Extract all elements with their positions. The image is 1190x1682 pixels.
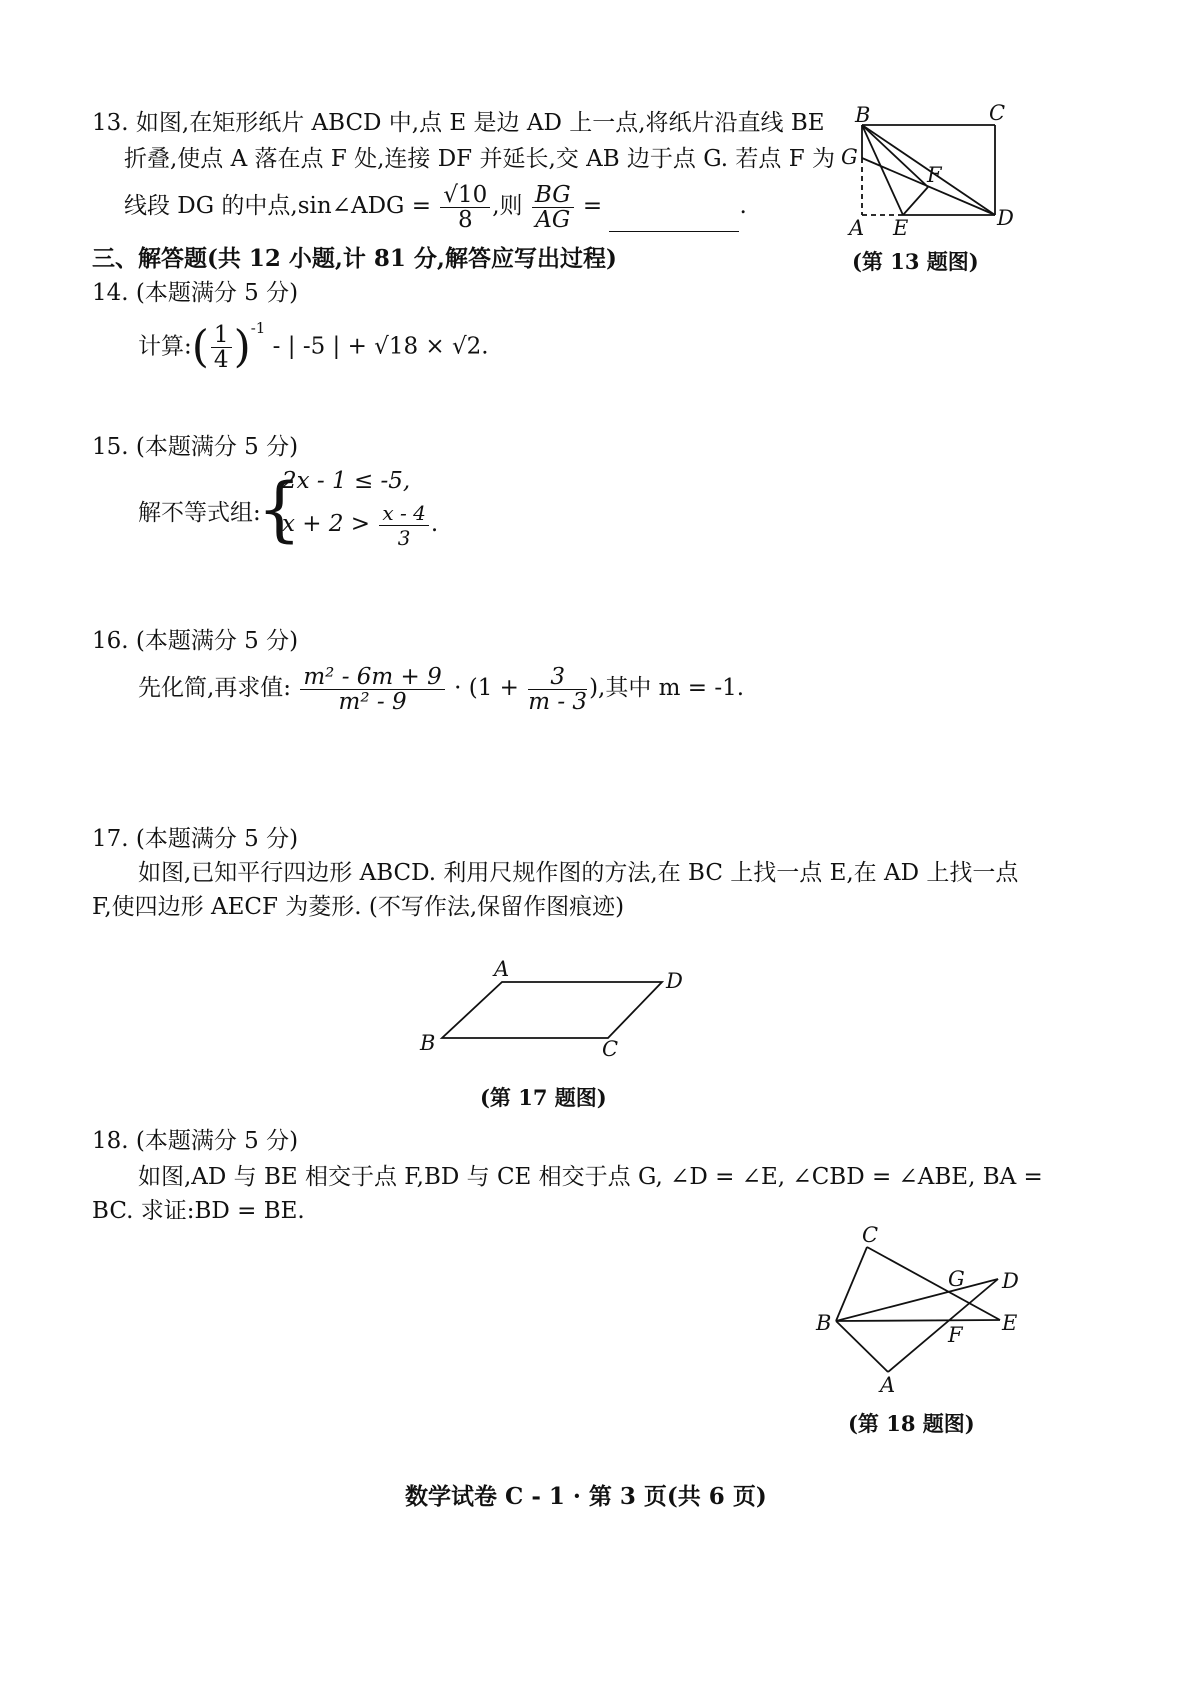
q15-ineq2 [282, 498, 438, 550]
q14-frac-den: 4 [213, 347, 229, 374]
q13-figure [835, 100, 1025, 235]
q16-fraction1 [300, 665, 444, 714]
q18-line-be [836, 1320, 1000, 1321]
q14-paren-open: ( [191, 321, 209, 373]
q18-figure [810, 1222, 1030, 1402]
q13-ratio-num: BG [532, 183, 574, 208]
q16-frac2-den: m - 3 [528, 688, 588, 715]
q13-label-e: E [893, 216, 909, 235]
section3-title: 三、解答题(共 12 小题,计 81 分,解答应写出过程) [92, 245, 617, 272]
q13-line3-mid: ,则 [492, 193, 523, 219]
q15-ineq1: 2x - 1 ≤ -5, [282, 468, 411, 494]
q17-figure-caption: (第 17 题图) [480, 1085, 607, 1110]
q14-exponent: -1 [250, 319, 266, 337]
q17-line2: F,使四边形 AECF 为菱形. (不写作法,保留作图痕迹) [92, 894, 625, 920]
q16-post: ),其中 m = -1. [589, 675, 745, 701]
q13-ratio-den: AG [535, 206, 571, 233]
q14-rest: - | -5 | + √18 × √2. [272, 333, 489, 360]
q13-line3-end: . [739, 193, 747, 219]
q18-label-b: B [816, 1311, 832, 1335]
q15-frac-num: x - 4 [379, 501, 428, 526]
q15-header: 15. (本题满分 5 分) [92, 434, 299, 460]
q16-expression [138, 660, 744, 716]
q14-fraction [211, 323, 232, 372]
q14-prefix: 计算: [138, 333, 192, 360]
q18-line1: 如图,AD 与 BE 相交于点 F,BD 与 CE 相交于点 G, ∠D = ∠E, ∠CBD = ∠ABE, BA = [138, 1164, 1043, 1190]
q18-label-c: C [862, 1223, 879, 1247]
q13-figure-caption: (第 13 题图) [852, 249, 979, 274]
q15-frac-den: 3 [397, 525, 411, 550]
q17-label-a: A [494, 957, 510, 981]
q18-line2: BC. 求证:BD = BE. [92, 1198, 305, 1224]
q15-prefix: 解不等式组: [138, 500, 261, 526]
q16-header: 16. (本题满分 5 分) [92, 628, 299, 654]
q13-sin-num: √10 [440, 183, 490, 208]
q15-fraction [379, 501, 428, 550]
q13-label-b: B [855, 103, 871, 127]
q17-label-b: B [420, 1031, 436, 1055]
q17-parallelogram [442, 982, 662, 1038]
q13-line3 [124, 180, 747, 232]
q18-label-g: G [948, 1267, 965, 1291]
q17-line1: 如图,已知平行四边形 ABCD. 利用尺规作图的方法,在 BC 上找一点 E,在 AD 上找一点 [138, 860, 1019, 886]
q16-fraction2 [528, 665, 587, 714]
q15-ineq2-pre: x + 2 > [282, 511, 371, 537]
q13-line-ef [903, 187, 928, 215]
q13-label-g: G [841, 145, 858, 169]
q14-frac-num: 1 [211, 323, 232, 348]
q18-line-bc [836, 1247, 867, 1321]
q18-label-d: D [1002, 1269, 1019, 1293]
q14-expression [138, 312, 489, 376]
q17-figure [410, 952, 710, 1062]
q13-line-bf [862, 125, 928, 187]
q16-frac1-num: m² - 6m + 9 [300, 665, 444, 690]
q13-line1: 13. 如图,在矩形纸片 ABCD 中,点 E 是边 AD 上一点,将纸片沿直线 BE [92, 110, 825, 136]
q14-header: 14. (本题满分 5 分) [92, 280, 299, 306]
q17-header: 17. (本题满分 5 分) [92, 826, 299, 852]
q17-label-d: D [666, 969, 683, 993]
q15-brace: { [257, 468, 302, 550]
q16-prefix: 先化简,再求值: [138, 675, 292, 701]
page-footer: 数学试卷 C - 1 · 第 3 页(共 6 页) [405, 1483, 767, 1510]
q15-ineq2-post: . [430, 511, 439, 537]
q18-label-f: F [948, 1323, 963, 1347]
q13-sin-fraction [440, 183, 490, 232]
q18-line-ba [836, 1321, 888, 1372]
q13-label-f: F [927, 163, 942, 187]
q13-label-d: D [997, 206, 1014, 230]
q18-header: 18. (本题满分 5 分) [92, 1128, 299, 1154]
q13-line2: 折叠,使点 A 落在点 F 处,连接 DF 并延长,交 AB 边于点 G. 若点 F 为 [124, 146, 835, 172]
q16-mid: · (1 + [454, 675, 519, 701]
q13-line3-eq: = [582, 193, 603, 219]
q16-frac1-den: m² - 9 [338, 688, 407, 715]
q13-answer-blank[interactable] [609, 209, 739, 232]
q17-label-c: C [602, 1037, 619, 1061]
q13-label-c: C [989, 101, 1006, 125]
q14-paren-close: ) [233, 321, 251, 373]
q18-label-a: A [880, 1373, 896, 1397]
q18-label-e: E [1002, 1311, 1018, 1335]
q13-ratio-fraction [532, 183, 574, 232]
q16-frac2-num: 3 [528, 665, 587, 690]
q18-figure-caption: (第 18 题图) [848, 1411, 975, 1436]
q13-line3-pre: 线段 DG 的中点,sin∠ADG = [124, 193, 431, 219]
q13-sin-den: 8 [457, 206, 473, 233]
q13-label-a: A [849, 216, 865, 235]
